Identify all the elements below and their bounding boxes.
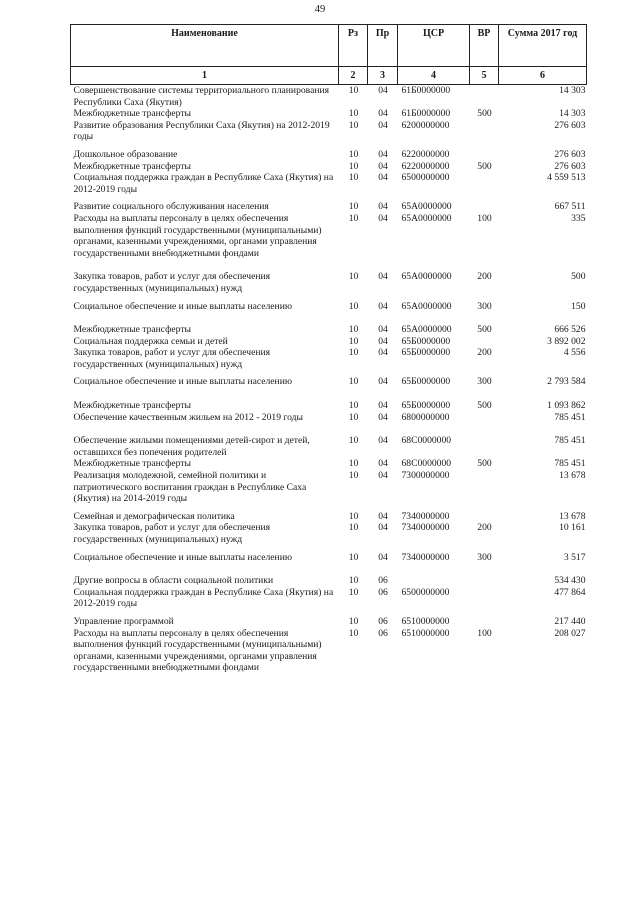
column-number: 4: [398, 67, 470, 85]
row-csr: 6500000000: [401, 172, 450, 184]
row-csr: 7340000000: [401, 551, 450, 563]
row-rz: 10: [348, 551, 359, 563]
row-csr: 65Б0000000: [401, 335, 451, 347]
row-rz: 10: [348, 119, 359, 131]
row-sum: 217 440: [554, 615, 586, 627]
row-rz: 10: [348, 324, 359, 336]
row-csr: 65Б0000000: [401, 347, 451, 359]
row-sum: 4 559 513: [547, 172, 586, 184]
row-vr: 200: [477, 347, 492, 359]
row-sum: 4 556: [563, 347, 586, 359]
row-rz: 10: [348, 148, 359, 160]
row-csr: 6500000000: [401, 586, 450, 598]
row-sum: 785 451: [554, 411, 586, 423]
row-name: Расходы на выплаты персоналу в целях обеспечения выполнения функций государственными (муниципальными) органами, казенными учреждениями, органами управления государственными внебюджетными фондами: [73, 627, 322, 674]
row-name: Развитие социального обслуживания населения: [73, 201, 269, 213]
row-vr: 200: [477, 271, 492, 283]
row-pr: 04: [378, 108, 388, 120]
row-sum: 208 027: [554, 627, 586, 639]
row-csr: 65А0000000: [401, 300, 452, 312]
row-rz: 10: [348, 400, 359, 412]
row-name: Расходы на выплаты персоналу в целях обеспечения выполнения функций государственными (муниципальными) органами, казенными учреждениями, органами управления государственными внебюджетными фондами: [73, 212, 322, 259]
row-csr: 6800000000: [401, 411, 450, 423]
row-sum: 13 678: [559, 470, 586, 482]
row-sum: 276 603: [554, 119, 586, 131]
row-vr: [470, 470, 499, 505]
table-row: [71, 295, 587, 319]
row-name: Социальная поддержка семьи и детей: [73, 335, 228, 347]
table-row: [71, 143, 587, 161]
row-vr: [470, 120, 499, 143]
row-vr: 500: [477, 458, 492, 470]
row-sum: 14 303: [559, 108, 586, 120]
row-rz: 10: [348, 376, 359, 388]
row-name: Развитие образования Республики Саха (Якутия) на 2012-2019 годы: [73, 119, 330, 143]
row-sum: 477 864: [554, 586, 586, 598]
row-sum: 276 603: [554, 148, 586, 160]
row-rz: 10: [348, 201, 359, 213]
row-vr: 100: [477, 212, 492, 224]
row-name: Закупка товаров, работ и услуг для обеспечения государственных (муниципальных) нужд: [73, 522, 271, 545]
row-rz: 10: [348, 160, 359, 172]
row-pr: 04: [378, 172, 388, 184]
table-row: [71, 458, 587, 470]
row-pr: 04: [378, 470, 388, 482]
row-csr: 61Б0000000: [401, 85, 451, 96]
row-rz: 10: [348, 575, 359, 587]
row-name: Социальное обеспечение и иные выплаты населению: [73, 551, 292, 563]
row-pr: 04: [378, 376, 388, 388]
row-pr: 06: [378, 575, 388, 587]
row-name: Межбюджетные трансферты: [73, 160, 191, 172]
row-pr: 04: [378, 271, 388, 283]
row-rz: 10: [348, 212, 359, 224]
row-sum: 785 451: [554, 435, 586, 447]
row-vr: [470, 610, 499, 628]
row-vr: 100: [477, 627, 492, 639]
row-vr: [470, 505, 499, 523]
row-pr: 06: [378, 615, 388, 627]
row-sum: 14 303: [559, 85, 586, 96]
row-rz: 10: [348, 522, 359, 534]
row-csr: 68С0000000: [401, 435, 452, 447]
table-row: [71, 318, 587, 336]
row-name: Обеспечение жилыми помещениями детей-сирот и детей, оставшихся без попечения родителей: [73, 435, 310, 458]
row-vr: [470, 412, 499, 430]
header-pr: Пр: [368, 25, 398, 67]
row-rz: 10: [348, 458, 359, 470]
row-sum: 150: [571, 300, 586, 312]
table-row: [71, 120, 587, 143]
row-rz: 10: [348, 335, 359, 347]
row-vr: [470, 172, 499, 195]
row-pr: 04: [378, 201, 388, 213]
row-name: Совершенствование системы территориального планирования Республики Саха (Якутия): [73, 85, 330, 108]
row-csr: 65Б0000000: [401, 376, 451, 388]
row-vr: 500: [477, 324, 492, 336]
row-name: Закупка товаров, работ и услуг для обеспечения государственных (муниципальных) нужд: [73, 271, 271, 294]
row-csr: 6510000000: [401, 615, 450, 627]
row-vr: [470, 569, 499, 587]
row-rz: 10: [348, 510, 359, 522]
header-name: Наименование: [71, 25, 339, 67]
table-header: [71, 25, 587, 85]
row-name: Управление программой: [73, 615, 174, 627]
row-rz: 10: [348, 271, 359, 283]
budget-table: [70, 24, 587, 674]
row-rz: 10: [348, 300, 359, 312]
table-row: [71, 213, 587, 265]
row-csr: 7340000000: [401, 510, 450, 522]
row-vr: [470, 336, 499, 348]
row-csr: 61Б0000000: [401, 108, 451, 120]
row-rz: 10: [348, 108, 359, 120]
header-csr: ЦСР: [398, 25, 470, 67]
table-body: [71, 85, 587, 674]
row-sum: 10 161: [559, 522, 586, 534]
row-pr: 04: [378, 510, 388, 522]
row-pr: 04: [378, 85, 388, 96]
row-sum: 534 430: [554, 575, 586, 587]
row-vr: 300: [477, 300, 492, 312]
row-vr: [470, 143, 499, 161]
row-pr: 04: [378, 347, 388, 359]
row-rz: 10: [348, 435, 359, 447]
table-row: [71, 394, 587, 412]
row-sum: 667 511: [554, 201, 586, 213]
column-number: 2: [339, 67, 368, 85]
row-sum: 276 603: [554, 160, 586, 172]
row-vr: [470, 85, 499, 109]
row-sum: 666 526: [554, 324, 586, 336]
row-name: Социальное обеспечение и иные выплаты населению: [73, 376, 292, 388]
row-rz: 10: [348, 172, 359, 184]
header-rz: Рз: [339, 25, 368, 67]
row-pr: 04: [378, 400, 388, 412]
table-row: [71, 412, 587, 430]
row-vr: 500: [477, 400, 492, 412]
row-name: Социальное обеспечение и иные выплаты населению: [73, 300, 292, 312]
row-pr: 04: [378, 435, 388, 447]
table-row: [71, 370, 587, 394]
row-name: Межбюджетные трансферты: [73, 458, 191, 470]
table-row: [71, 429, 587, 458]
row-sum: 1 093 862: [547, 400, 586, 412]
row-csr: 6220000000: [401, 148, 450, 160]
row-rz: 10: [348, 347, 359, 359]
page-number: 49: [314, 4, 326, 15]
row-name: Социальная поддержка граждан в Республике Саха (Якутия) на 2012-2019 годы: [73, 586, 334, 610]
row-csr: 6220000000: [401, 160, 450, 172]
row-csr: 65А0000000: [401, 201, 452, 213]
table-row: [71, 195, 587, 213]
row-vr: 200: [477, 522, 492, 534]
table-row: [71, 569, 587, 587]
row-pr: 06: [378, 627, 388, 639]
column-number: 5: [470, 67, 499, 85]
row-name: Другие вопросы в области социальной политики: [73, 575, 274, 587]
row-csr: 65Б0000000: [401, 400, 451, 412]
table-row: [71, 610, 587, 628]
table-row: [71, 85, 587, 109]
row-vr: [470, 195, 499, 213]
row-csr: 65А0000000: [401, 212, 452, 224]
row-vr: 500: [477, 160, 492, 172]
row-sum: 3 892 002: [547, 335, 586, 347]
table-row: [71, 265, 587, 294]
table-row: [71, 505, 587, 523]
table-row: [71, 628, 587, 674]
row-vr: 300: [477, 376, 492, 388]
row-rz: 10: [348, 411, 359, 423]
column-number: 1: [71, 67, 339, 85]
header-sum: Сумма 2017 год: [499, 25, 587, 67]
row-pr: 06: [378, 586, 388, 598]
table-row: [71, 108, 587, 120]
row-pr: 04: [378, 335, 388, 347]
row-name: Семейная и демографическая политика: [73, 510, 235, 522]
row-csr: 7300000000: [401, 470, 450, 482]
table-row: [71, 161, 587, 173]
row-csr: 6510000000: [401, 627, 450, 639]
row-pr: 04: [378, 522, 388, 534]
row-csr: 65А0000000: [401, 271, 452, 283]
table-row: [71, 172, 587, 195]
row-pr: 04: [378, 148, 388, 160]
row-sum: 500: [571, 271, 586, 283]
row-csr: [398, 569, 470, 587]
row-name: Закупка товаров, работ и услуг для обеспечения государственных (муниципальных) нужд: [73, 347, 271, 370]
row-sum: 13 678: [559, 510, 586, 522]
row-csr: 7340000000: [401, 522, 450, 534]
row-sum: 3 517: [563, 551, 586, 563]
row-name: Межбюджетные трансферты: [73, 324, 191, 336]
row-rz: 10: [348, 627, 359, 639]
row-pr: 04: [378, 212, 388, 224]
row-name: Межбюджетные трансферты: [73, 108, 191, 120]
row-name: Реализация молодежной, семейной политики и патриотического воспитания граждан в Республике Саха (Якутия) на 2014-2019 годы: [73, 470, 307, 505]
row-pr: 04: [378, 324, 388, 336]
row-sum: 2 793 584: [547, 376, 586, 388]
table-row: [71, 522, 587, 545]
header-vr: ВР: [470, 25, 499, 67]
row-pr: 04: [378, 119, 388, 131]
row-pr: 04: [378, 411, 388, 423]
row-vr: [470, 587, 499, 610]
row-csr: 65А0000000: [401, 324, 452, 336]
row-vr: 300: [477, 551, 492, 563]
table-row: [71, 587, 587, 610]
table-row: [71, 546, 587, 570]
row-name: Социальная поддержка граждан в Республике Саха (Якутия) на 2012-2019 годы: [73, 172, 334, 195]
row-pr: 04: [378, 551, 388, 563]
row-sum: 785 451: [554, 458, 586, 470]
row-pr: 04: [378, 300, 388, 312]
table-row: [71, 470, 587, 505]
row-name: Межбюджетные трансферты: [73, 400, 191, 412]
row-pr: 04: [378, 458, 388, 470]
table-row: [71, 347, 587, 370]
row-rz: 10: [348, 586, 359, 598]
row-name: Обеспечение качественным жильем на 2012 - 2019 годы: [73, 411, 303, 423]
column-number: 6: [499, 67, 587, 85]
row-pr: 04: [378, 160, 388, 172]
row-csr: 6200000000: [401, 119, 450, 131]
row-rz: 10: [348, 470, 359, 482]
row-sum: 335: [571, 212, 586, 224]
row-vr: 500: [477, 108, 492, 120]
column-number: 3: [368, 67, 398, 85]
row-rz: 10: [348, 85, 359, 96]
table-row: [71, 336, 587, 348]
row-rz: 10: [348, 615, 359, 627]
row-name: Дошкольное образование: [73, 148, 178, 160]
row-vr: [470, 429, 499, 458]
row-csr: 68С0000000: [401, 458, 452, 470]
